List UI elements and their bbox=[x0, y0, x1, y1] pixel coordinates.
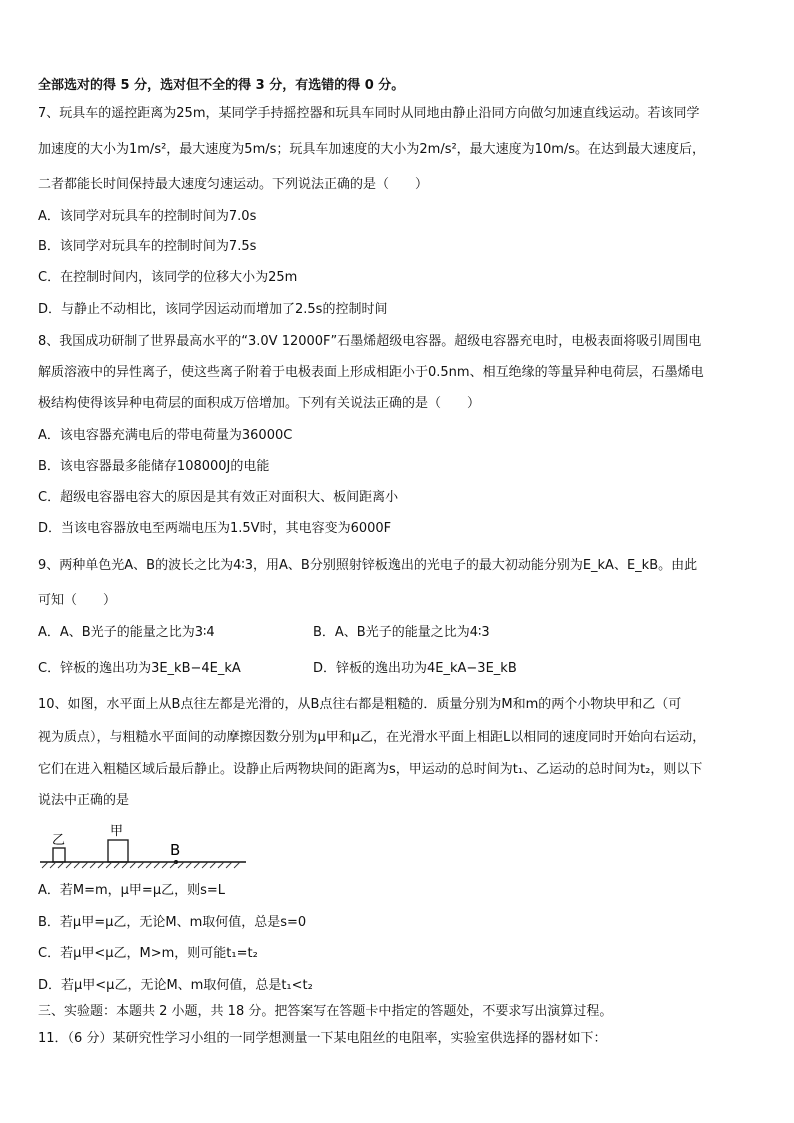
q10-figure bbox=[38, 820, 248, 872]
q8-option-b: B．该电容器最多能储存108000J的电能 bbox=[38, 459, 270, 474]
q9-option-d: D．锌板的逸出功为4E_kA−3E_kB bbox=[313, 661, 517, 676]
scoring-note: 全部选对的得 5 分，选对但不全的得 3 分，有选错的得 0 分。 bbox=[38, 78, 405, 93]
q10-option-c: C．若μ甲<μ乙，M>m，则可能t₁=t₂ bbox=[38, 946, 258, 961]
q8-stem-line3: 极结构使得该异种电荷层的面积成万倍增加。下列有关说法正确的是（ ） bbox=[38, 396, 481, 411]
q10-stem-line2: 视为质点），与粗糙水平面间的动摩擦因数分别为μ甲和μ乙，在光滑水平面上相距L以相同的速度同时开始向右运动， bbox=[38, 730, 706, 745]
section-3-heading: 三、实验题：本题共 2 小题，共 18 分。把答案写在答题卡中指定的答题处，不要求写出演算过程。 bbox=[38, 1004, 613, 1019]
q7-stem-line3: 二者都能长时间保持最大速度匀速运动。下列说法正确的是（ ） bbox=[38, 177, 429, 192]
q8-option-c: C．超级电容器电容大的原因是其有效正对面积大、板间距离小 bbox=[38, 490, 399, 505]
q10-stem-line4: 说法中正确的是 bbox=[38, 793, 130, 808]
q7-option-a: A．该同学对玩具车的控制时间为7.0s bbox=[38, 209, 257, 224]
block-yi bbox=[53, 848, 65, 862]
ground-hatching bbox=[42, 862, 240, 868]
q10-option-d: D．若μ甲<μ乙，无论M、m取何值，总是t₁<t₂ bbox=[38, 978, 313, 993]
q9-stem-line2: 可知（ ） bbox=[38, 593, 117, 608]
block-jia-label: 甲 bbox=[110, 824, 124, 839]
q10-stem-line3: 它们在进入粗糙区域后最后静止。设静止后两物块间的距离为s，甲运动的总时间为t₁、乙运动的总时间为t₂，则以下 bbox=[38, 762, 703, 777]
q8-stem-line1: 8、我国成功研制了世界最高水平的“3.0V 12000F”石墨烯超级电容器。超级电容器充电时，电极表面将吸引周围电 bbox=[38, 334, 702, 349]
q9-option-a: A．A、B光子的能量之比为3∶4 bbox=[38, 625, 215, 640]
q9-option-c: C．锌板的逸出功为3E_kB−4E_kA bbox=[38, 661, 241, 676]
q11-stem: 11．（6 分）某研究性学习小组的一同学想测量一下某电阻丝的电阻率，实验室供选择的器材如下： bbox=[38, 1031, 607, 1046]
q7-option-c: C．在控制时间内，该同学的位移大小为25m bbox=[38, 270, 298, 285]
q7-option-d: D．与静止不动相比，该同学因运动而增加了2.5s的控制时间 bbox=[38, 302, 388, 317]
point-b-label: B bbox=[170, 841, 181, 859]
q9-option-b: B．A、B光子的能量之比为4∶3 bbox=[313, 625, 490, 640]
q9-stem-line1: 9、两种单色光A、B的波长之比为4∶3，用A、B分别照射锌板逸出的光电子的最大初动能分别为E_kA、E_kB。由此 bbox=[38, 558, 698, 573]
q8-stem-line2: 解质溶液中的异性离子，使这些离子附着于电极表面上形成相距小于0.5nm、相互绝缘的等量异种电荷层，石墨烯电 bbox=[38, 365, 704, 380]
q7-option-b: B．该同学对玩具车的控制时间为7.5s bbox=[38, 239, 257, 254]
q10-option-b: B．若μ甲=μ乙，无论M、m取何值，总是s=0 bbox=[38, 915, 307, 930]
q7-stem-line1: 7、玩具车的遥控距离为25m，某同学手持摇控器和玩具车同时从同地由静止沿同方向做匀加速直线运动。若该同学 bbox=[38, 106, 700, 121]
q8-option-d: D．当该电容器放电至两端电压为1.5V时，其电容变为6000F bbox=[38, 521, 392, 536]
block-yi-label: 乙 bbox=[52, 833, 66, 848]
q10-stem-line1: 10、如图，水平面上从B点往左都是光滑的，从B点往右都是粗糙的．质量分别为M和m的两个小物块甲和乙（可 bbox=[38, 697, 682, 712]
block-jia bbox=[108, 840, 128, 862]
q8-option-a: A．该电容器充满电后的带电荷量为36000C bbox=[38, 428, 293, 443]
q7-stem-line2: 加速度的大小为1m/s²，最大速度为5m/s；玩具车加速度的大小为2m/s²，最大速度为10m/s。在达到最大速度后， bbox=[38, 142, 706, 157]
q10-option-a: A．若M=m，μ甲=μ乙，则s=L bbox=[38, 883, 226, 898]
